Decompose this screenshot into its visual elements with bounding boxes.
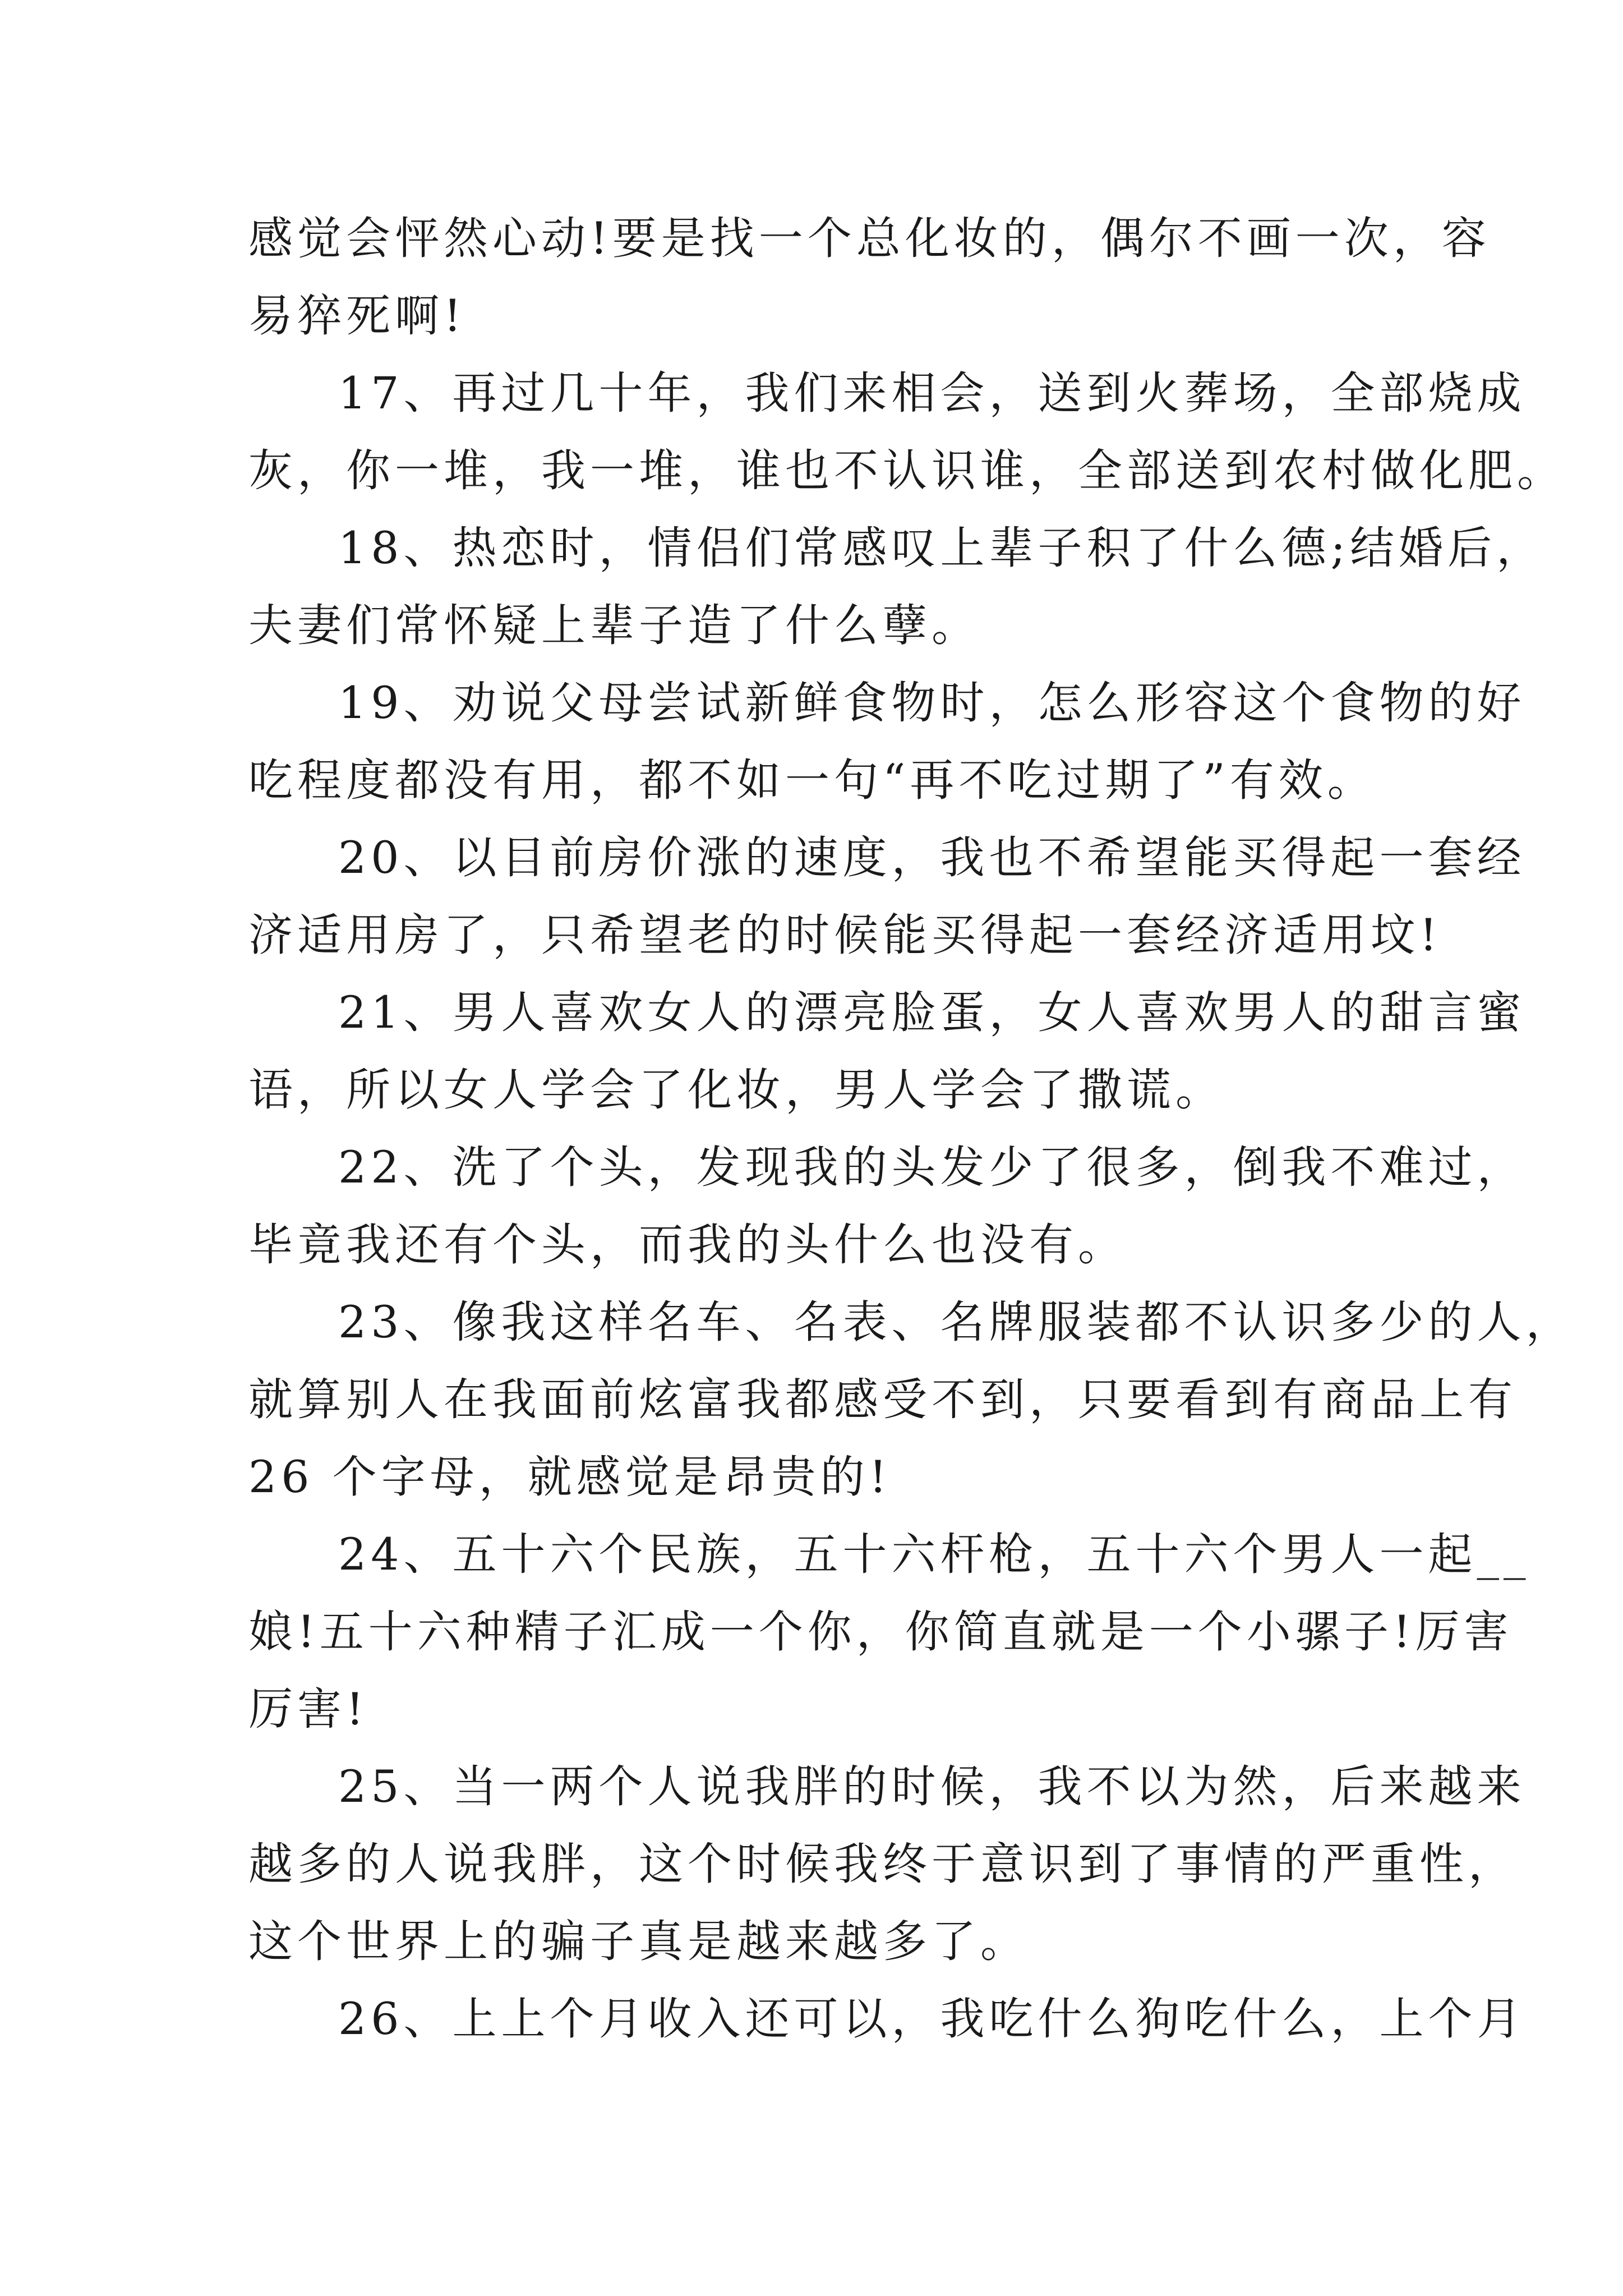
text-line: 23、像我这样名车、名表、名牌服装都不认识多少的人， xyxy=(338,1296,1575,1348)
text-line: 26、上上个月收入还可以，我吃什么狗吃什么，上个月 xyxy=(338,1993,1526,2045)
text-line: 济适用房了，只希望老的时候能买得起一套经济适用坟! xyxy=(248,909,1442,961)
paragraph-21 xyxy=(248,974,1526,1129)
paragraph-22 xyxy=(248,1129,1526,1283)
text-line: 22、洗了个头，发现我的头发少了很多，倒我不难过， xyxy=(338,1142,1526,1193)
text-line: 越多的人说我胖，这个时候我终于意识到了事情的严重性， xyxy=(248,1838,1517,1890)
paragraph-17 xyxy=(248,355,1566,509)
text-line: 20、以目前房价涨的速度，我也不希望能买得起一套经 xyxy=(338,832,1526,884)
paragraph-23 xyxy=(248,1283,1575,1516)
paragraph-26 xyxy=(248,1980,1526,2058)
text-line: 夫妻们常怀疑上辈子造了什么孽。 xyxy=(248,600,980,651)
text-line: 易猝死啊! xyxy=(248,290,466,342)
document-body xyxy=(248,200,1575,2058)
text-line: 24、五十六个民族，五十六杆枪，五十六个男人一起__ xyxy=(338,1529,1530,1580)
text-line: 25、当一两个人说我胖的时候，我不以为然，后来越来 xyxy=(338,1761,1526,1812)
text-line: 语，所以女人学会了化妆，男人学会了撒谎。 xyxy=(248,1064,1224,1116)
text-line: 18、热恋时，情侣们常感叹上辈子积了什么德;结婚后， xyxy=(338,522,1546,574)
text-line: 17、再过几十年，我们来相会，送到火葬场，全部烧成 xyxy=(338,367,1526,419)
text-line: 21、男人喜欢女人的漂亮脸蛋，女人喜欢男人的甜言蜜 xyxy=(338,987,1526,1038)
paragraph-24 xyxy=(248,1516,1530,1748)
text-line: 就算别人在我面前炫富我都感受不到，只要看到有商品上有 xyxy=(248,1374,1517,1425)
text-line: 这个世界上的骗子真是越来越多了。 xyxy=(248,1916,1029,1967)
text-line: 灰，你一堆，我一堆，谁也不认识谁，全部送到农村做化肥。 xyxy=(248,445,1566,496)
paragraph-18 xyxy=(248,509,1546,664)
text-line: 感觉会怦然心动!要是找一个总化妆的，偶尔不画一次，容 xyxy=(248,213,1491,264)
text-line: 娘!五十六种精子汇成一个你，你简直就是一个小骡子!厉害 xyxy=(248,1606,1513,1658)
paragraph-19 xyxy=(248,664,1526,819)
paragraph-continuation xyxy=(248,200,1491,355)
paragraph-20 xyxy=(248,819,1526,974)
text-line: 吃程度都没有用，都不如一句“再不吃过期了”有效。 xyxy=(248,754,1376,806)
text-line: 19、劝说父母尝试新鲜食物时，怎么形容这个食物的好 xyxy=(338,677,1526,729)
paragraph-25 xyxy=(248,1748,1526,1980)
text-line: 毕竟我还有个头，而我的头什么也没有。 xyxy=(248,1219,1127,1271)
text-line: 厉害! xyxy=(248,1683,368,1735)
text-line: 26 个字母，就感觉是昂贵的! xyxy=(248,1451,892,1503)
